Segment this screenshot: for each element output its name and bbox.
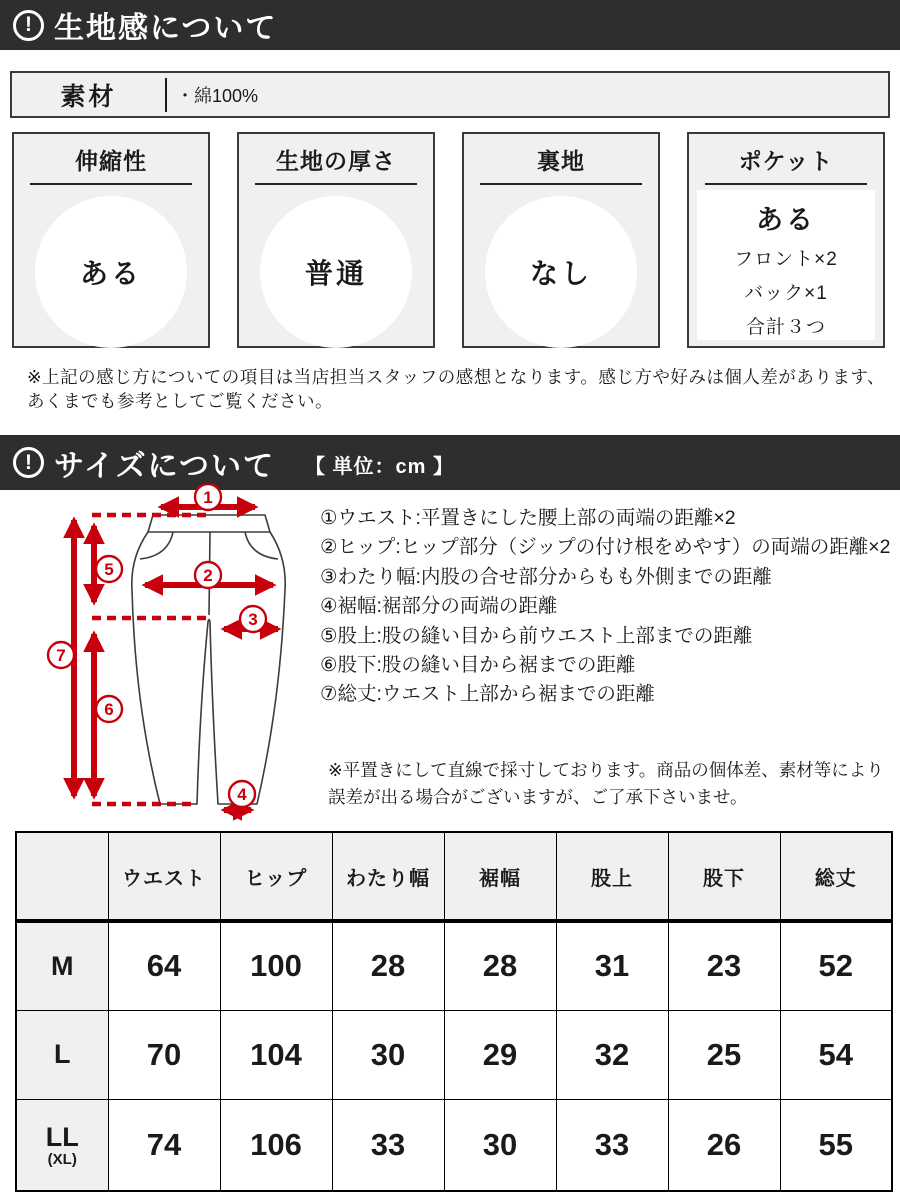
svg-text:6: 6 (104, 700, 114, 719)
fabric-note (27, 365, 900, 413)
value-cell: 23 (668, 921, 780, 1010)
value-cell: 64 (108, 921, 220, 1010)
size-table-row-ll (16, 1099, 892, 1191)
value-cell: 28 (444, 921, 556, 1010)
value-cell: 25 (668, 1010, 780, 1099)
value-cell: 33 (556, 1099, 668, 1191)
attribute-box-thickness (237, 132, 435, 348)
svg-text:4: 4 (237, 785, 247, 804)
pocket-detail-back: バック×1 (744, 283, 828, 304)
value-cell: 30 (444, 1099, 556, 1191)
size-table-header-cell: 股下 (668, 832, 780, 921)
measurement-definition: ⑥股下:股の縫い目から裾までの距離 (320, 654, 636, 677)
measurement-definition: ①ウエスト:平置きにした腰上部の両端の距離×2 (320, 507, 736, 529)
size-note (328, 757, 884, 811)
attribute-box-pocket (687, 132, 885, 348)
svg-text:7: 7 (56, 646, 66, 665)
value-cell: 26 (668, 1099, 780, 1191)
size-section-title: サイズについて (54, 449, 275, 483)
pocket-details (697, 190, 875, 340)
size-table-corner-cell (16, 832, 108, 921)
fabric-attributes (12, 132, 900, 348)
diagram-label-2 (195, 562, 221, 588)
fabric-note-line1: ※上記の感じ方についての項目は当店担当スタッフの感想となります。感じ方や好みは個人差があります、 (27, 367, 886, 387)
value-cell: 31 (556, 921, 668, 1010)
value-cell: 29 (444, 1010, 556, 1099)
measurement-definition: ⑦総丈:ウエスト上部から裾までの距離 (320, 683, 655, 706)
svg-text:3: 3 (248, 610, 258, 629)
measurement-definitions (320, 504, 890, 710)
alert-icon: ! (13, 10, 44, 41)
material-label: 素材 (60, 82, 117, 111)
pocket-detail-front: フロント×2 (734, 249, 838, 270)
size-cell: L (16, 1010, 108, 1099)
size-measurement-area (0, 490, 900, 831)
size-table-header-row (16, 832, 892, 921)
material-row (10, 71, 890, 118)
value-cell: 30 (332, 1010, 444, 1099)
measurement-definition: ④裾幅:裾部分の両端の距離 (320, 595, 558, 618)
svg-text:5: 5 (104, 560, 114, 579)
size-table-header-cell: 総丈 (780, 832, 892, 921)
attribute-label: 裏地 (480, 143, 642, 185)
measurement-definition: ③わたり幅:内股の合せ部分からもも外側までの距離 (320, 565, 772, 588)
size-table (15, 831, 893, 1192)
attribute-label: 生地の厚さ (255, 143, 417, 185)
size-table-header-cell: ウエスト (108, 832, 220, 921)
value-cell: 33 (332, 1099, 444, 1191)
size-section-header (0, 435, 900, 490)
size-table-row-m (16, 921, 892, 1010)
diagram-label-6 (96, 696, 122, 722)
attribute-value-circle: 普通 (260, 196, 412, 348)
size-note-line1: ※平置きにして直線で採寸しております。商品の個体差、素材等により (328, 760, 884, 780)
value-cell: 32 (556, 1010, 668, 1099)
attribute-value-circle: なし (485, 196, 637, 348)
diagram-label-4 (229, 781, 255, 807)
fabric-section-title: 生地感について (54, 12, 278, 45)
svg-text:1: 1 (203, 488, 213, 507)
value-cell: 52 (780, 921, 892, 1010)
fabric-note-line2: あくまでも参考としてご覧ください。 (27, 391, 333, 411)
value-cell: 74 (108, 1099, 220, 1191)
value-cell: 104 (220, 1010, 332, 1099)
measurement-definition: ⑤股上:股の縫い目から前ウエスト上部までの距離 (320, 624, 753, 647)
size-note-line2: 誤差が出る場合がございますが、ご了承下さいませ。 (328, 787, 748, 807)
value-cell: 54 (780, 1010, 892, 1099)
value-cell: 70 (108, 1010, 220, 1099)
attribute-value-circle: ある (35, 196, 187, 348)
diagram-label-5 (96, 556, 122, 582)
unit-label: 【 単位：cm 】 (305, 455, 455, 478)
diagram-label-1 (195, 484, 221, 510)
attribute-label: 伸縮性 (30, 143, 192, 185)
size-table-row-l (16, 1010, 892, 1099)
attribute-label: ポケット (705, 143, 867, 185)
value-cell: 106 (220, 1099, 332, 1191)
pocket-detail-total: 合計３つ (745, 317, 826, 338)
fabric-section-header (0, 0, 900, 50)
value-cell: 28 (332, 921, 444, 1010)
size-sub-label: (XL) (47, 1151, 77, 1169)
diagram-label-7 (48, 642, 74, 668)
attribute-box-lining (462, 132, 660, 348)
pants-outline (132, 515, 285, 804)
size-table-header-cell: 裾幅 (444, 832, 556, 921)
size-table-header-cell: 股上 (556, 832, 668, 921)
attribute-box-stretch (12, 132, 210, 348)
measurement-definition: ②ヒップ:ヒップ部分（ジップの付け根をめやす）の両端の距離×2 (320, 536, 891, 559)
size-table-header-cell: わたり幅 (332, 832, 444, 921)
material-value: ・綿100% (176, 85, 259, 106)
size-cell: LL (XL) (16, 1099, 108, 1191)
pocket-value: ある (756, 205, 816, 235)
svg-text:2: 2 (203, 566, 213, 585)
diagram-label-3 (240, 606, 266, 632)
alert-icon: ! (13, 447, 44, 478)
value-cell: 100 (220, 921, 332, 1010)
pants-measurement-diagram (28, 484, 330, 830)
size-table-header-cell: ヒップ (220, 832, 332, 921)
value-cell: 55 (780, 1099, 892, 1191)
size-cell: M (16, 921, 108, 1010)
